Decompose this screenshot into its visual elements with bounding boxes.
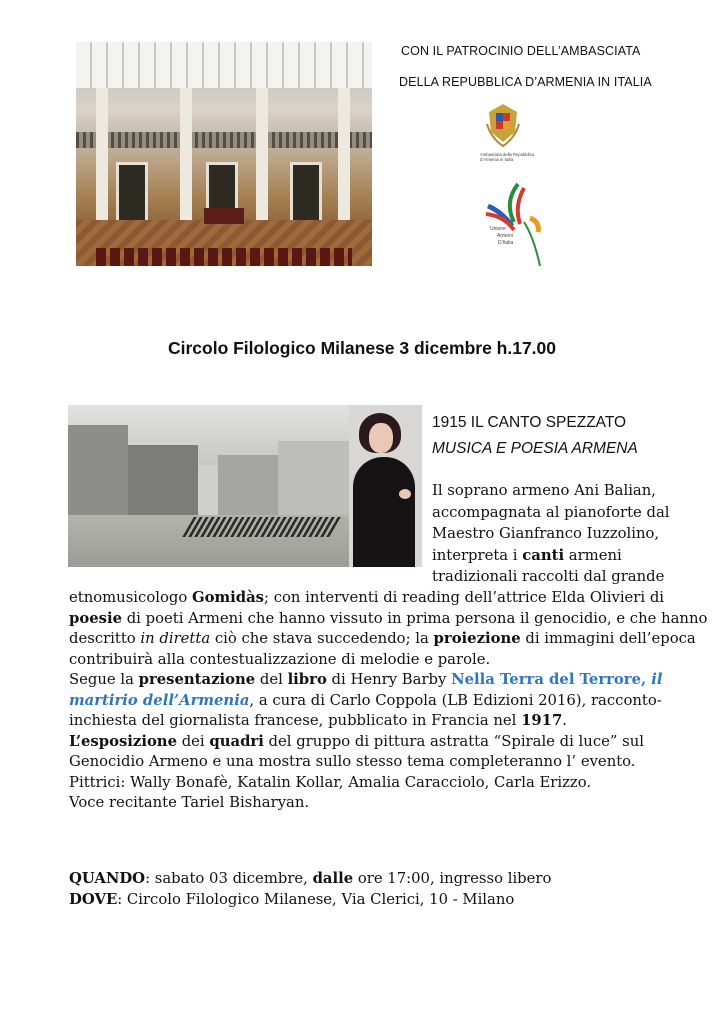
singer-photo [349,405,422,567]
when-line: QUANDO: sabato 03 dicembre, dalle ore 17:00, ingresso libero [69,870,552,887]
book-subtitle: il martirio dell’Armenia [69,671,663,709]
event-title: 1915 IL CANTO SPEZZATO [432,414,627,431]
embassy-logo-text-2: d’Armenia in Italia [480,157,514,162]
intro-text [432,480,722,588]
intro-line-1: Il soprano armeno Ani Balian, [432,482,656,499]
paragraph-book: Segue la presentazione del libro di Henry Barby Nella Terra del Terrore, il martirio dell’Armenia, a cura di Carlo Coppola (LB Edizioni 2016), racconto-inchiesta del giornalista francese, pubblicato in Francia nel 1917. [69,671,663,729]
union-logo-text-2: Armeni [497,233,513,239]
paragraph-program: etnomusicologo Gomidàs; con interventi di reading dell’attrice Elda Olivieri di poesie di poeti Armeni che hanno vissuto in prima persona il genocidio, e che hanno descritto in diretta ciò che stava succedendo; la proiezione di immagini dell’epoca contribuirà alla contestualizzazione di melodie e parole. [69,589,708,668]
page-title: Circolo Filologico Milanese 3 dicembre h.17.00 [167,338,557,358]
historical-photo [68,405,351,567]
patronage-line-2: DELLA REPUBBLICA D’ARMENIA IN ITALIA [399,75,652,89]
paragraph-voice: Voce recitante Tariel Bisharyan. [69,794,310,811]
event-details [69,869,551,910]
union-logo-text-3: D’Italia [498,240,514,246]
hall-photo [76,42,372,266]
paragraph-painters: Pittrici: Wally Bonafè, Katalin Kollar, Amalia Caracciolo, Carla Erizzo. [69,773,592,791]
paragraph-exhibition: L’esposizione dei quadri del gruppo di pittura astratta “Spirale di luce” sul Genocidio Armeno e una mostra sullo stesso tema completeranno l’ evento. [69,732,644,770]
book-title: Nella Terra del Terrore, [451,671,652,688]
intro-line-2: accompagnata al pianoforte dal [432,503,670,521]
intro-line-3: Maestro Gianfranco Iuzzolino, [432,525,660,542]
where-line: DOVE: Circolo Filologico Milanese, Via Clerici, 10 - Milano [69,890,515,908]
intro-line-5: tradizionali raccolti dal grande [432,568,665,585]
intro-line-4: interpreta i canti armeni [432,546,622,564]
coat-of-arms-icon [485,102,521,148]
union-logo-text-1: Unione [490,226,506,232]
main-text [69,588,719,814]
embassy-logo-text-1: Ambasciata della Repubblica [480,152,535,157]
event-subtitle: MUSICA E POESIA ARMENA [432,440,638,457]
patronage-line-1: CON IL PATROCINIO DELL’AMBASCIATA [401,44,641,58]
